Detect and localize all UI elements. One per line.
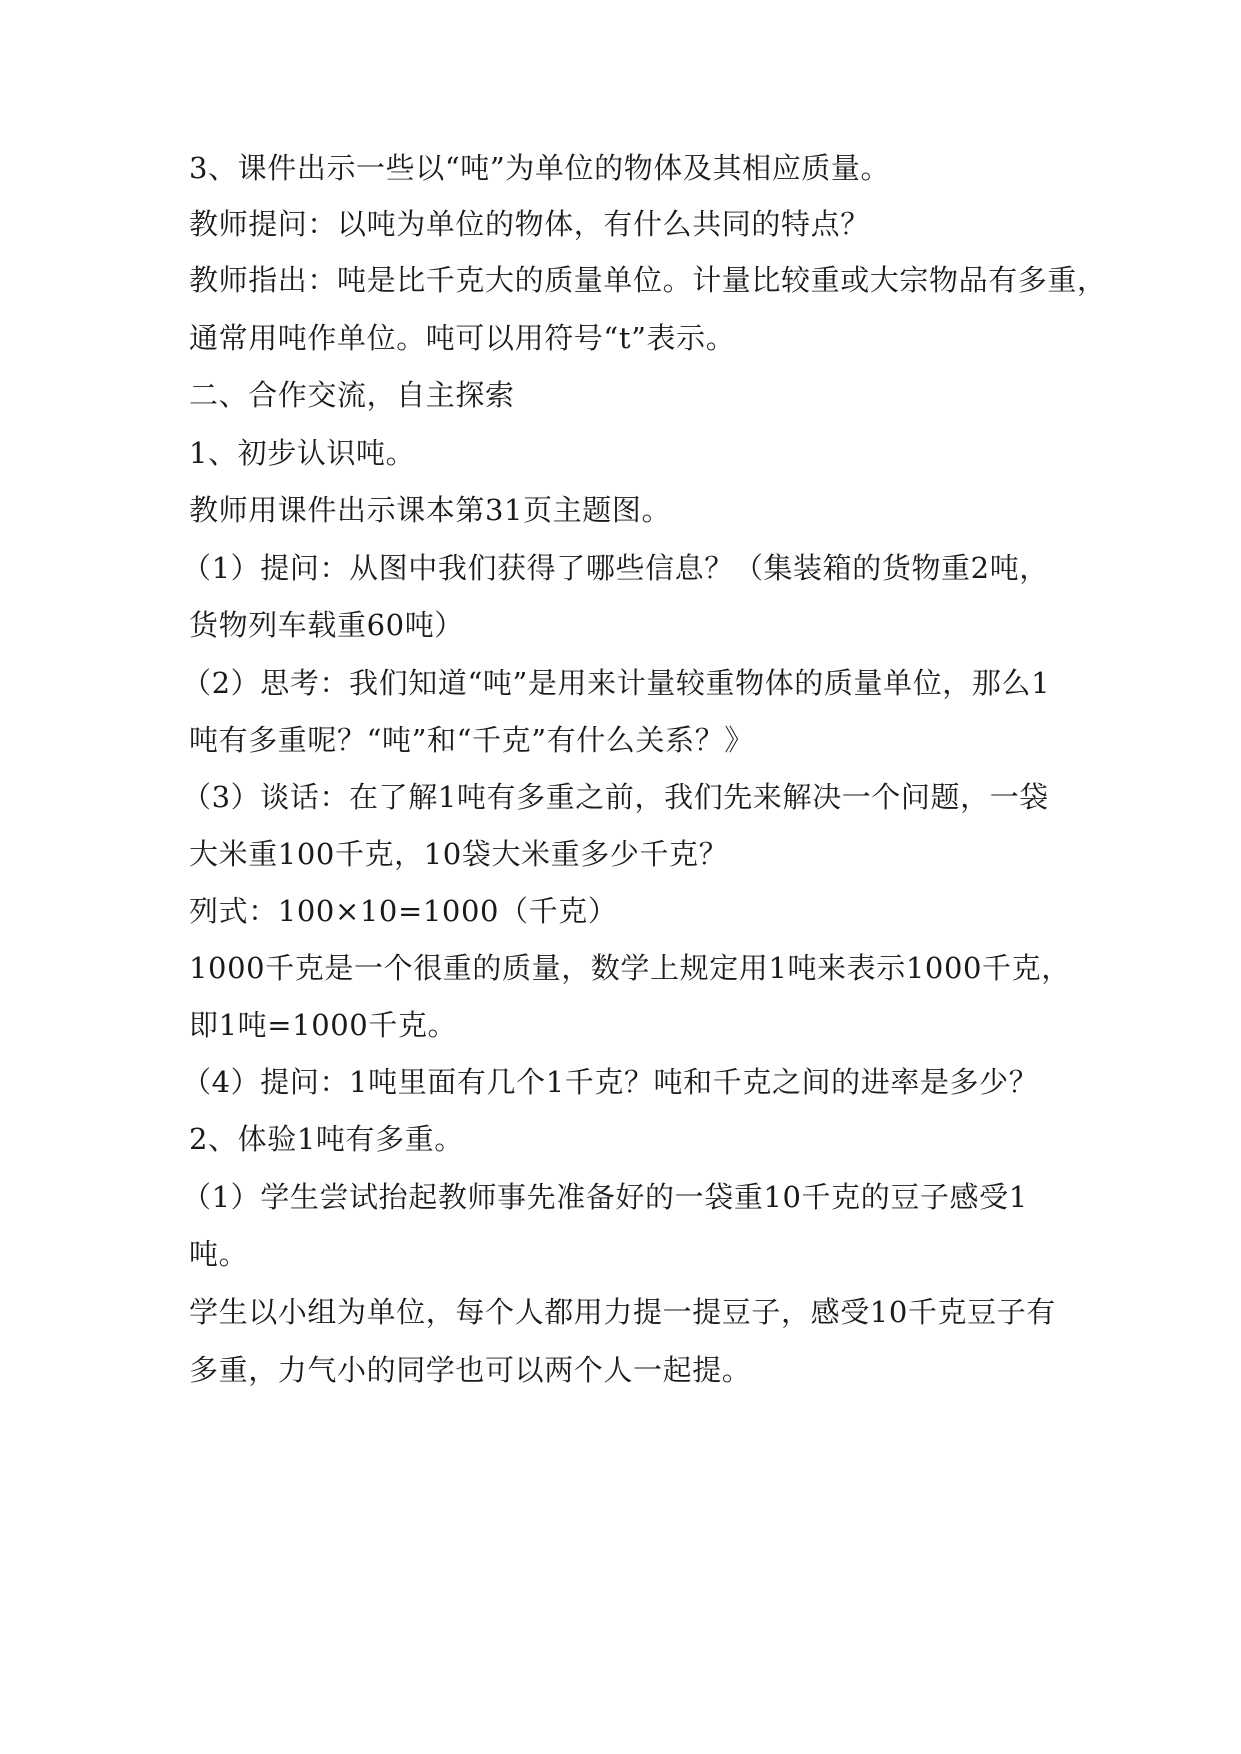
section-heading: 二、合作交流，自主探索 bbox=[189, 378, 515, 412]
text-line-16: 即1吨=1000千克。 bbox=[189, 1008, 458, 1042]
text-line-12: （3）谈话：在了解1吨有多重之前，我们先来解决一个问题，一袋 bbox=[182, 780, 1049, 814]
subheading-2: 2、体验1吨有多重。 bbox=[189, 1122, 464, 1156]
text-line-9: 货物列车载重60吨） bbox=[189, 608, 464, 642]
text-line-19: （1）学生尝试抬起教师事先准备好的一袋重10千克的豆子感受1 bbox=[182, 1180, 1028, 1214]
text-line-13: 大米重100千克，10袋大米重多少千克？ bbox=[189, 837, 729, 871]
text-line-10: （2）思考：我们知道“吨”是用来计量较重物体的质量单位，那么1 bbox=[182, 666, 1051, 700]
formula-line: 列式：100×10=1000（千克） bbox=[189, 894, 618, 928]
text-line-3: 教师指出：吨是比千克大的质量单位。计量比较重或大宗物品有多重， bbox=[189, 263, 1107, 297]
text-line-7: 教师用课件出示课本第31页主题图。 bbox=[189, 493, 672, 527]
text-line-1: 3、课件出示一些以“吨”为单位的物体及其相应质量。 bbox=[189, 151, 891, 185]
text-line-2: 教师提问：以吨为单位的物体，有什么共同的特点？ bbox=[189, 207, 870, 241]
text-line-21: 学生以小组为单位，每个人都用力提一提豆子，感受10千克豆子有 bbox=[189, 1295, 1056, 1329]
text-line-4: 通常用吨作单位。吨可以用符号“t”表示。 bbox=[189, 321, 736, 355]
text-line-17: （4）提问：1吨里面有几个1千克？吨和千克之间的进率是多少？ bbox=[182, 1065, 1039, 1099]
text-line-15: 1000千克是一个很重的质量，数学上规定用1吨来表示1000千克， bbox=[189, 951, 1071, 985]
text-line-11: 吨有多重呢？“吨”和“千克”有什么关系？》 bbox=[189, 723, 754, 757]
text-line-20: 吨。 bbox=[189, 1237, 249, 1271]
text-line-22: 多重，力气小的同学也可以两个人一起提。 bbox=[189, 1353, 752, 1387]
text-line-8: （1）提问：从图中我们获得了哪些信息？（集装箱的货物重2吨， bbox=[182, 551, 1049, 585]
subheading-1: 1、初步认识吨。 bbox=[189, 436, 416, 470]
